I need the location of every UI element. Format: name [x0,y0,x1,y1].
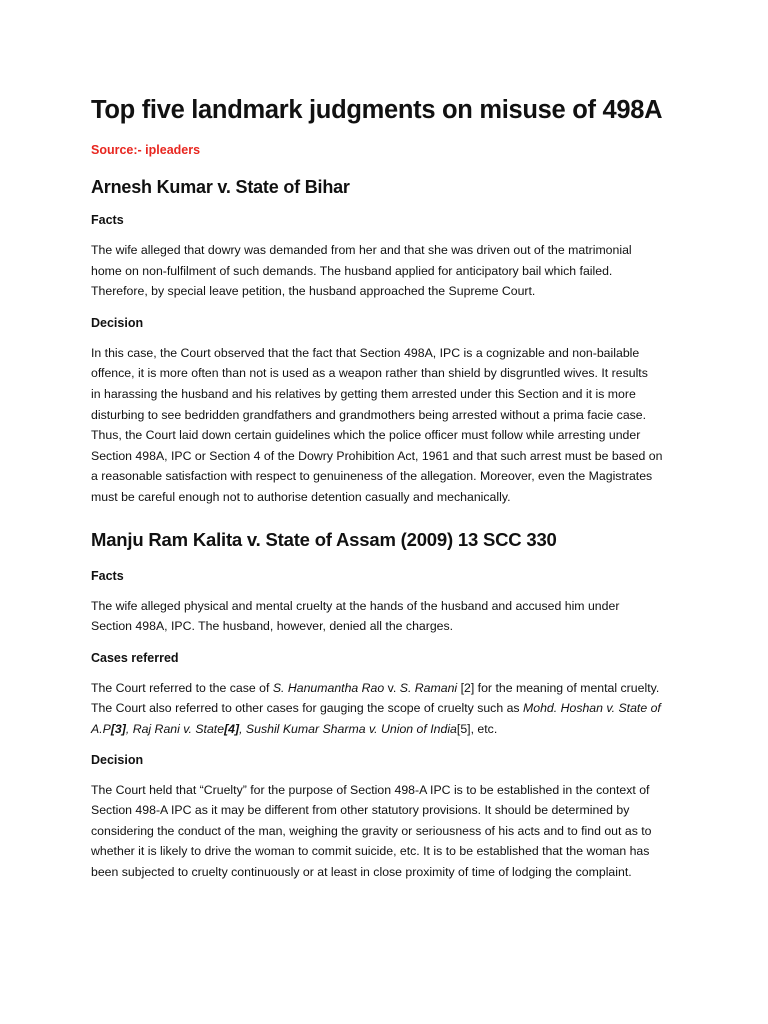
case-citation: S. Ramani [399,680,458,695]
text-line: a reasonable satisfaction with respect to genuineness of the allegation. Moreover, even the Magistrates [91,469,653,484]
text-line: been subjected to cruelty continuously or at least in close proximity of time of lodging the complaint. [91,864,632,879]
case-citation: Mohd. Hoshan v. State of [523,701,661,716]
document-title: Top five landmark judgments on misuse of 498A [91,96,663,124]
text-run: The Court also referred to other cases for gauging the scope of cruelty such as [91,701,523,716]
text-line: home on non-fulfilment of such demands. The husband applied for anticipatory bail which failed. [91,263,613,278]
cases-referred-paragraph [91,678,688,740]
text-run: [2] for the meaning of mental cruelty. [457,680,660,695]
text-line: The wife alleged physical and mental cruelty at the hands of the husband and accused him under [91,598,620,613]
text-line: The wife alleged that dowry was demanded from her and that she was driven out of the matrimonial [91,243,632,257]
text-line: Section 498A, IPC or Section 4 of the Dowry Prohibition Act, 1961 and that such arrest must be based on [91,448,663,463]
text-line: whether it is likely to drive the woman to commit suicide, etc. It is to be established that the woman has [91,844,650,859]
text-run: [5], etc. [456,721,498,736]
decision-paragraph [91,343,688,508]
case-citation: , Sushil Kumar Sharma v. Union of India [239,721,457,736]
footnote-ref: [3] [110,721,126,736]
text-line [91,678,688,699]
case-citation: S. Hanumantha Rao [272,680,385,695]
text-line: Section 498A, IPC. The husband, however, denied all the charges. [91,619,454,634]
text-line: The Court held that “Cruelty” for the purpose of Section 498-A IPC is to be established in the context of [91,782,650,797]
footnote-ref: [4] [224,721,240,736]
text-line: disturbing to see bedridden grandfathers and grandmothers being arrested without a prima facie case. [91,407,647,422]
source-line: Source:- ipleaders [91,143,201,157]
text-line: In this case, the Court observed that the fact that Section 498A, IPC is a cognizable and non-bailable [91,345,640,360]
facts-label: Facts [91,213,124,227]
case-heading-arnesh-kumar: Arnesh Kumar v. State of Bihar [91,177,350,197]
decision-paragraph [91,780,688,883]
case-citation: A.P [91,721,111,736]
case-citation: , Raj Rani v. State [125,721,225,736]
decision-label: Decision [91,752,144,767]
text-line: Thus, the Court laid down certain guidelines which the police officer must follow while arresting under [91,428,641,443]
facts-paragraph [91,240,688,302]
text-run: The Court referred to the case of [91,680,273,695]
text-run: v. [384,680,400,695]
cases-referred-label: Cases referred [91,650,179,665]
text-line: Therefore, by special leave petition, the husband approached the Supreme Court. [91,284,536,299]
decision-label: Decision [91,315,144,330]
facts-paragraph [91,596,688,637]
text-line: Section 498-A IPC as it may be different from other statutory provisions. It should be determined by [91,803,630,818]
text-line [91,698,688,719]
facts-label: Facts [91,568,124,583]
text-line: considering the conduct of the man, weighing the gravity or seriousness of his acts and to find out as to [91,823,652,838]
text-line [91,719,688,740]
text-line: in harassing the husband and his relatives by getting them arrested under this Section and it is more [91,386,636,401]
text-line: must be careful enough not to authorise detention casually and mechanically. [91,489,511,504]
case-heading-manju-ram-kalita: Manju Ram Kalita v. State of Assam (2009) 13 SCC 330 [91,528,557,550]
text-line: offence, it is more often than not is used as a weapon rather than shield by disgruntled wives. It results [91,366,648,381]
